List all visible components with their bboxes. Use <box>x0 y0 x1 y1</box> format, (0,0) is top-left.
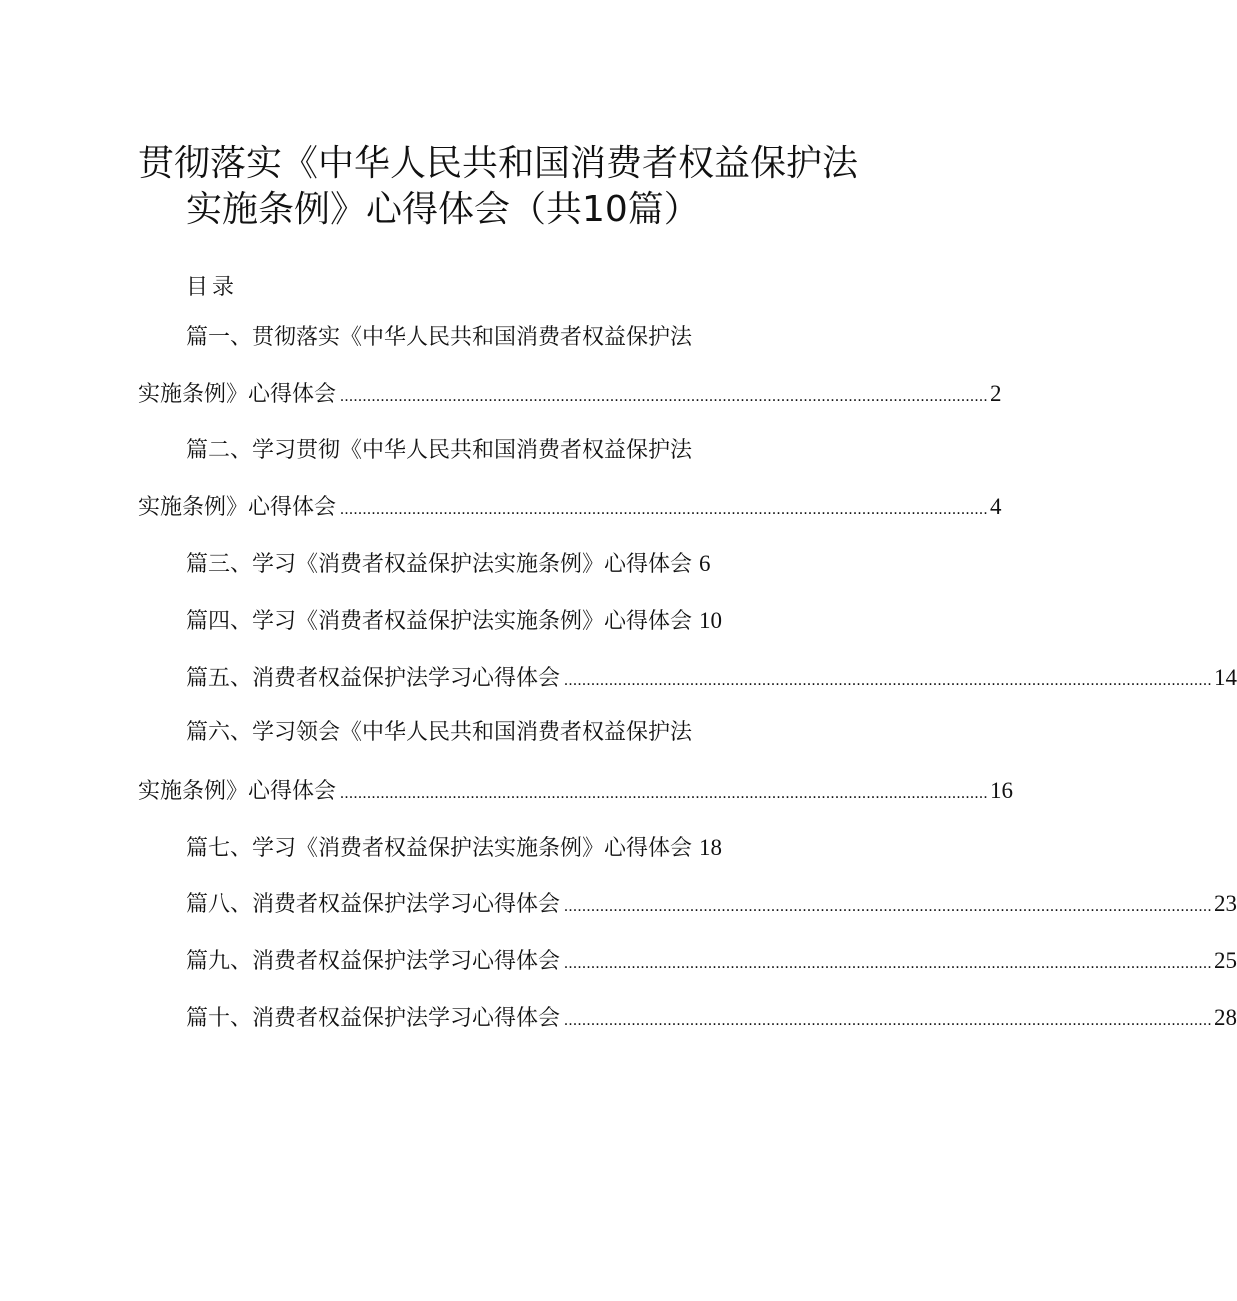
toc-page-number: 2 <box>990 381 1002 406</box>
toc-entry-text: 篇七、学习《消费者权益保护法实施条例》心得体会 <box>186 836 693 861</box>
toc-entry-text: 篇四、学习《消费者权益保护法实施条例》心得体会 <box>186 609 693 634</box>
toc-entry-9[interactable] <box>186 948 1237 974</box>
toc-entry-7[interactable] <box>186 836 722 860</box>
toc-entry-1-line-2[interactable] <box>138 381 1002 407</box>
toc-entry-2-line-2[interactable] <box>138 494 1002 520</box>
toc-page-number: 14 <box>1214 665 1237 690</box>
toc-entry-text: 篇一、贯彻落实《中华人民共和国消费者权益保护法 <box>186 325 693 350</box>
toc-entry-6-line-1[interactable] <box>186 722 692 744</box>
toc-entry-text: 实施条例》心得体会 <box>138 779 337 804</box>
toc-leader-dots: ................................................................................................................................................ <box>340 388 989 405</box>
toc-leader-dots: ................................................................................................................................................ <box>340 785 989 802</box>
toc-entry-text: 篇二、学习贯彻《中华人民共和国消费者权益保护法 <box>186 438 693 463</box>
toc-entry-2-line-1[interactable] <box>186 440 692 462</box>
toc-entry-5[interactable] <box>186 665 1237 691</box>
toc-entry-text: 篇三、学习《消费者权益保护法实施条例》心得体会 <box>186 552 693 577</box>
toc-entry-text: 实施条例》心得体会 <box>138 382 337 407</box>
toc-entry-text: 篇六、学习领会《中华人民共和国消费者权益保护法 <box>186 720 693 745</box>
toc-entry-text: 篇十、消费者权益保护法学习心得体会 <box>186 1006 561 1031</box>
title-line-2: 实施条例》心得体会（共10篇） <box>186 189 700 230</box>
toc-entry-6-line-2[interactable] <box>138 778 1014 804</box>
toc-page-number: 28 <box>1214 1005 1237 1030</box>
toc-page-number: 6 <box>699 551 711 576</box>
toc-entry-1-line-1[interactable] <box>186 327 692 349</box>
toc-leader-dots: ................................................................................................................................................ <box>340 501 989 518</box>
toc-leader-dots: ................................................................................................................................................ <box>564 955 1213 972</box>
title-line-1: 贯彻落实《中华人民共和国消费者权益保护法 <box>138 143 859 184</box>
toc-entry-10[interactable] <box>186 1005 1237 1031</box>
toc-page-number: 23 <box>1214 891 1237 916</box>
toc-page-number: 25 <box>1214 948 1237 973</box>
toc-page-number: 4 <box>990 494 1002 519</box>
toc-leader-dots: ................................................................................................................................................ <box>564 898 1213 915</box>
toc-entry-text: 篇九、消费者权益保护法学习心得体会 <box>186 949 561 974</box>
toc-page-number: 10 <box>699 608 723 633</box>
toc-entry-8[interactable] <box>186 891 1237 917</box>
toc-entry-text: 篇五、消费者权益保护法学习心得体会 <box>186 666 561 691</box>
toc-leader-dots: ................................................................................................................................................ <box>564 672 1213 689</box>
toc-entry-text: 实施条例》心得体会 <box>138 495 337 520</box>
toc-leader-dots: ................................................................................................................................................ <box>564 1012 1213 1029</box>
toc-entry-3[interactable] <box>186 552 711 576</box>
toc-page-number: 18 <box>699 835 723 860</box>
toc-page-number: 16 <box>990 778 1014 803</box>
toc-entry-text: 篇八、消费者权益保护法学习心得体会 <box>186 892 561 917</box>
toc-heading: 目录 <box>186 275 239 300</box>
toc-entry-4[interactable] <box>186 609 722 633</box>
